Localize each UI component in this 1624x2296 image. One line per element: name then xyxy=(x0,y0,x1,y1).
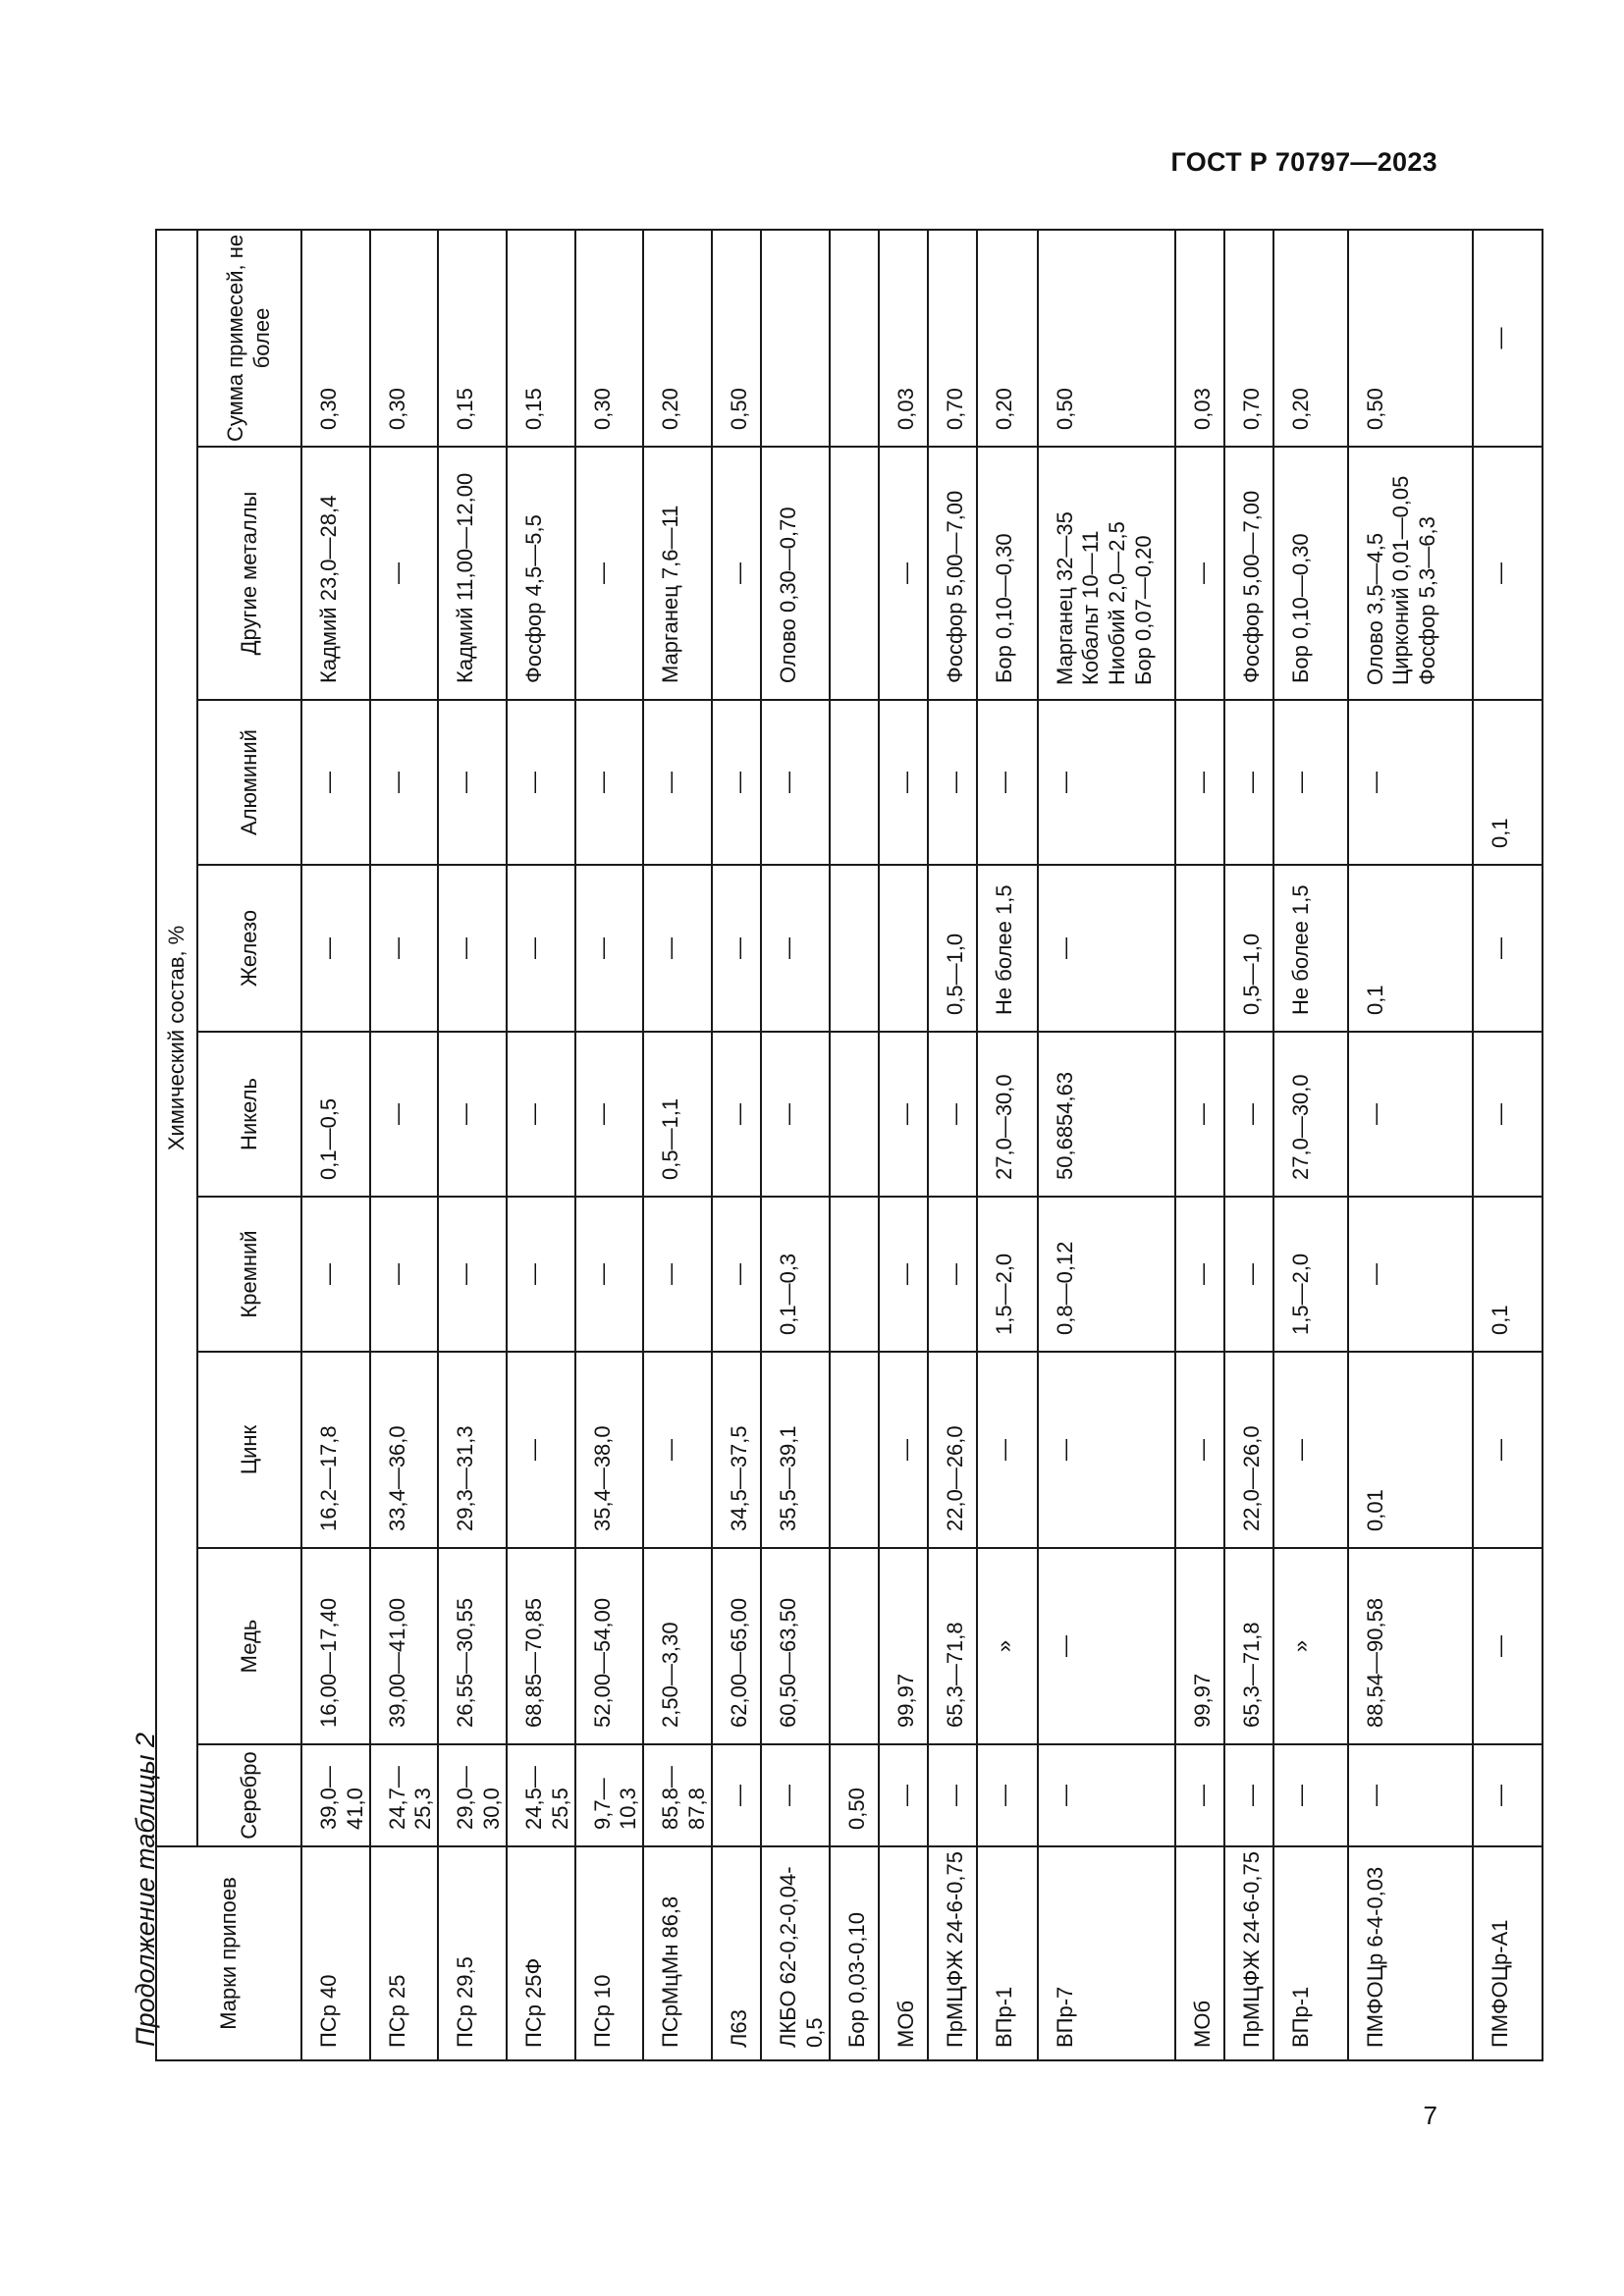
value-cell: 29,3—31,3 xyxy=(438,1352,507,1548)
value-cell: 0,1—0,3 xyxy=(761,1197,830,1352)
value-cell: Марганец 7,6—11 xyxy=(643,447,712,700)
table-caption: Продолжение таблицы 2 xyxy=(131,1732,160,2047)
value-cell: 0,50 xyxy=(830,1744,879,1846)
rotated-table-container xyxy=(155,231,1512,2061)
value-cell: Олово 0,30—0,70 xyxy=(761,447,830,700)
value-cell: — xyxy=(879,1744,928,1846)
value-cell: — xyxy=(1273,1352,1348,1548)
value-cell: — xyxy=(1473,1032,1543,1197)
value-cell: — xyxy=(1175,700,1224,865)
value-cell: 0,20 xyxy=(977,230,1038,447)
value-cell: — xyxy=(1175,1744,1224,1846)
value-cell: 0,30 xyxy=(370,230,439,447)
value-cell: — xyxy=(977,700,1038,865)
value-cell: — xyxy=(1224,700,1273,865)
value-cell: — xyxy=(643,1352,712,1548)
value-cell: 85,8—87,8 xyxy=(643,1744,712,1846)
value-cell: — xyxy=(438,865,507,1032)
table-row xyxy=(712,230,761,2060)
value-cell: — xyxy=(301,700,370,865)
value-cell: Бор 0,10—0,30 xyxy=(1273,447,1348,700)
value-cell xyxy=(830,230,879,447)
value-cell: — xyxy=(1175,1032,1224,1197)
brand-cell: ВПр-7 xyxy=(1038,1846,1175,2060)
value-cell: — xyxy=(879,700,928,865)
table-row xyxy=(761,230,830,2060)
value-cell: 27,0—30,0 xyxy=(1273,1032,1348,1197)
value-cell: — xyxy=(1038,1548,1175,1744)
value-cell: — xyxy=(370,447,439,700)
value-cell: 0,1 xyxy=(1473,1197,1543,1352)
value-cell: 24,7—25,3 xyxy=(370,1744,439,1846)
value-cell: — xyxy=(1038,865,1175,1032)
value-cell: 0,15 xyxy=(438,230,507,447)
value-cell xyxy=(830,1197,879,1352)
value-cell: — xyxy=(507,865,575,1032)
brand-cell: ПСр 29,5 xyxy=(438,1846,507,2060)
value-cell: 99,97 xyxy=(1175,1548,1224,1744)
value-cell: 0,30 xyxy=(301,230,370,447)
value-cell: — xyxy=(1473,865,1543,1032)
value-cell: — xyxy=(1473,1744,1543,1846)
value-cell: — xyxy=(1473,1352,1543,1548)
value-cell: — xyxy=(301,1197,370,1352)
value-cell: 0,50 xyxy=(1038,230,1175,447)
value-cell xyxy=(830,1548,879,1744)
value-cell xyxy=(830,1032,879,1197)
brand-cell: МОб xyxy=(879,1846,928,2060)
value-cell: — xyxy=(1175,447,1224,700)
value-cell: Марганец 32—35 Кобальт 10—11 Ниобий 2,0—2,5 Бор 0,07—0,20 xyxy=(1038,447,1175,700)
value-cell: — xyxy=(643,700,712,865)
value-cell: 16,00—17,40 xyxy=(301,1548,370,1744)
value-cell: — xyxy=(438,1197,507,1352)
value-cell: Фосфор 4,5—5,5 xyxy=(507,447,575,700)
value-cell: 34,5—37,5 xyxy=(712,1352,761,1548)
table-row xyxy=(438,230,507,2060)
brand-cell: Л63 xyxy=(712,1846,761,2060)
brand-cell: ЛКБО 62-0,2-0,04-0,5 xyxy=(761,1846,830,2060)
value-cell: 0,50 xyxy=(712,230,761,447)
value-cell: — xyxy=(761,865,830,1032)
brand-header: Марки припоев xyxy=(156,1846,301,2060)
value-cell: Фосфор 5,00—7,00 xyxy=(1224,447,1273,700)
value-cell: 50,6854,63 xyxy=(1038,1032,1175,1197)
value-cell: — xyxy=(507,1197,575,1352)
value-cell: — xyxy=(370,1197,439,1352)
value-cell: — xyxy=(370,1032,439,1197)
table-row xyxy=(928,230,977,2060)
value-cell: — xyxy=(575,1032,644,1197)
value-cell: — xyxy=(1224,1744,1273,1846)
value-cell: Кадмий 11,00—12,00 xyxy=(438,447,507,700)
value-cell: — xyxy=(879,1032,928,1197)
value-cell: — xyxy=(712,1744,761,1846)
value-cell: 29,0—30,0 xyxy=(438,1744,507,1846)
column-header: Медь xyxy=(197,1548,301,1744)
value-cell: 0,70 xyxy=(928,230,977,447)
value-cell: — xyxy=(1175,1197,1224,1352)
value-cell: 0,15 xyxy=(507,230,575,447)
value-cell: — xyxy=(761,1032,830,1197)
value-cell: — xyxy=(712,865,761,1032)
value-cell: — xyxy=(1038,1352,1175,1548)
value-cell: — xyxy=(507,1032,575,1197)
column-header: Кремний xyxy=(197,1197,301,1352)
value-cell: 0,03 xyxy=(1175,230,1224,447)
value-cell xyxy=(1175,865,1224,1032)
value-cell: — xyxy=(977,1744,1038,1846)
table-row xyxy=(575,230,644,2060)
value-cell: 9,7—10,3 xyxy=(575,1744,644,1846)
value-cell: — xyxy=(1473,447,1543,700)
column-header: Никель xyxy=(197,1032,301,1197)
table-row xyxy=(643,230,712,2060)
value-cell: — xyxy=(1473,230,1543,447)
value-cell: 62,00—65,00 xyxy=(712,1548,761,1744)
value-cell: — xyxy=(1038,700,1175,865)
value-cell: — xyxy=(879,447,928,700)
value-cell xyxy=(761,230,830,447)
value-cell: — xyxy=(712,1197,761,1352)
value-cell: 0,20 xyxy=(643,230,712,447)
value-cell: 35,4—38,0 xyxy=(575,1352,644,1548)
column-header: Алюминий xyxy=(197,700,301,865)
table-row xyxy=(370,230,439,2060)
table-row xyxy=(1224,230,1273,2060)
value-cell: — xyxy=(879,1197,928,1352)
brand-cell: ПСр 10 xyxy=(575,1846,644,2060)
value-cell: — xyxy=(1273,1744,1348,1846)
value-cell: — xyxy=(1224,1197,1273,1352)
value-cell: — xyxy=(928,1197,977,1352)
composition-table xyxy=(155,229,1543,2061)
value-cell: 0,30 xyxy=(575,230,644,447)
value-cell xyxy=(830,865,879,1032)
value-cell: 24,5—25,5 xyxy=(507,1744,575,1846)
value-cell: 0,1 xyxy=(1348,865,1473,1032)
value-cell: Не более 1,5 xyxy=(977,865,1038,1032)
column-header: Сумма примесей, не более xyxy=(197,230,301,447)
value-cell: — xyxy=(575,700,644,865)
value-cell: — xyxy=(761,1744,830,1846)
value-cell: — xyxy=(575,447,644,700)
value-cell: 88,54—90,58 xyxy=(1348,1548,1473,1744)
value-cell: 22,0—26,0 xyxy=(1224,1352,1273,1548)
table-row xyxy=(1273,230,1348,2060)
value-cell: 0,5—1,0 xyxy=(928,865,977,1032)
value-cell: — xyxy=(438,700,507,865)
value-cell: — xyxy=(712,1032,761,1197)
value-cell: Не более 1,5 xyxy=(1273,865,1348,1032)
value-cell: » xyxy=(977,1548,1038,1744)
value-cell: — xyxy=(643,1197,712,1352)
document-id: ГОСТ Р 70797—2023 xyxy=(1170,147,1437,177)
value-cell: 27,0—30,0 xyxy=(977,1032,1038,1197)
value-cell: — xyxy=(977,1352,1038,1548)
value-cell: — xyxy=(928,1032,977,1197)
value-cell: 1,5—2,0 xyxy=(977,1197,1038,1352)
value-cell: Бор 0,10—0,30 xyxy=(977,447,1038,700)
value-cell: 0,5—1,0 xyxy=(1224,865,1273,1032)
value-cell: — xyxy=(1038,1744,1175,1846)
table-row xyxy=(879,230,928,2060)
value-cell: 65,3—71,8 xyxy=(928,1548,977,1744)
value-cell: — xyxy=(928,1744,977,1846)
value-cell: — xyxy=(712,447,761,700)
table-row xyxy=(830,230,879,2060)
value-cell: 0,01 xyxy=(1348,1352,1473,1548)
value-cell: — xyxy=(712,700,761,865)
value-cell: 0,50 xyxy=(1348,230,1473,447)
value-cell: 1,5—2,0 xyxy=(1273,1197,1348,1352)
brand-cell: ВПр-1 xyxy=(1273,1846,1348,2060)
column-header: Серебро xyxy=(197,1744,301,1846)
table-row xyxy=(1473,230,1543,2060)
value-cell: — xyxy=(507,1352,575,1548)
value-cell: Олово 3,5—4,5 Цирконий 0,01—0,05 Фосфор 5,3—6,3 xyxy=(1348,447,1473,700)
value-cell: 0,70 xyxy=(1224,230,1273,447)
value-cell: 68,85—70,85 xyxy=(507,1548,575,1744)
brand-cell: ПСр 25 xyxy=(370,1846,439,2060)
value-cell: 60,50—63,50 xyxy=(761,1548,830,1744)
value-cell: 65,3—71,8 xyxy=(1224,1548,1273,1744)
value-cell: 22,0—26,0 xyxy=(928,1352,977,1548)
table-row xyxy=(1175,230,1224,2060)
value-cell: 0,8—0,12 xyxy=(1038,1197,1175,1352)
value-cell: — xyxy=(575,865,644,1032)
value-cell: — xyxy=(301,865,370,1032)
brand-cell: ВПр-1 xyxy=(977,1846,1038,2060)
value-cell: — xyxy=(1348,1032,1473,1197)
value-cell: 0,20 xyxy=(1273,230,1348,447)
table-row xyxy=(1348,230,1473,2060)
value-cell: — xyxy=(1348,700,1473,865)
brand-cell: ПрМЦФЖ 24-6-0,75 xyxy=(1224,1846,1273,2060)
table-row xyxy=(507,230,575,2060)
value-cell: 2,50—3,30 xyxy=(643,1548,712,1744)
value-cell: 26,55—30,55 xyxy=(438,1548,507,1744)
value-cell: 0,1 xyxy=(1473,700,1543,865)
value-cell: 39,0—41,0 xyxy=(301,1744,370,1846)
value-cell: Кадмий 23,0—28,4 xyxy=(301,447,370,700)
value-cell: — xyxy=(1348,1197,1473,1352)
value-cell: — xyxy=(1273,700,1348,865)
value-cell: 0,03 xyxy=(879,230,928,447)
value-cell xyxy=(830,700,879,865)
value-cell xyxy=(879,865,928,1032)
group-header: Химический состав, % xyxy=(156,230,197,1846)
value-cell: — xyxy=(370,865,439,1032)
table-row xyxy=(1038,230,1175,2060)
value-cell xyxy=(830,447,879,700)
value-cell: — xyxy=(928,700,977,865)
value-cell: 99,97 xyxy=(879,1548,928,1744)
value-cell: 0,1—0,5 xyxy=(301,1032,370,1197)
brand-cell: ПМФОЦр 6-4-0,03 xyxy=(1348,1846,1473,2060)
value-cell: — xyxy=(1348,1744,1473,1846)
brand-cell: ПрМЦФЖ 24-6-0,75 xyxy=(928,1846,977,2060)
column-header: Другие металлы xyxy=(197,447,301,700)
value-cell: 52,00—54,00 xyxy=(575,1548,644,1744)
column-header: Железо xyxy=(197,865,301,1032)
value-cell: 16,2—17,8 xyxy=(301,1352,370,1548)
value-cell: » xyxy=(1273,1548,1348,1744)
value-cell: Фосфор 5,00—7,00 xyxy=(928,447,977,700)
value-cell: — xyxy=(1224,1032,1273,1197)
table-row xyxy=(301,230,370,2060)
value-cell: 0,5—1,1 xyxy=(643,1032,712,1197)
brand-cell: ПСрМцМн 86,8 xyxy=(643,1846,712,2060)
value-cell: — xyxy=(438,1032,507,1197)
table-row xyxy=(977,230,1038,2060)
brand-cell: ПСр 40 xyxy=(301,1846,370,2060)
value-cell: — xyxy=(761,700,830,865)
value-cell: — xyxy=(643,865,712,1032)
value-cell: 33,4—36,0 xyxy=(370,1352,439,1548)
value-cell: 35,5—39,1 xyxy=(761,1352,830,1548)
brand-cell: ПСр 25Ф xyxy=(507,1846,575,2060)
value-cell: — xyxy=(575,1197,644,1352)
value-cell xyxy=(830,1352,879,1548)
column-header: Цинк xyxy=(197,1352,301,1548)
value-cell: — xyxy=(507,700,575,865)
value-cell: — xyxy=(370,700,439,865)
brand-cell: ПМФОЦр-А1 xyxy=(1473,1846,1543,2060)
value-cell: — xyxy=(1175,1352,1224,1548)
value-cell: — xyxy=(879,1352,928,1548)
brand-cell: МОб xyxy=(1175,1846,1224,2060)
value-cell: 39,00—41,00 xyxy=(370,1548,439,1744)
value-cell: — xyxy=(1473,1548,1543,1744)
brand-cell: Бор 0,03-0,10 xyxy=(830,1846,879,2060)
page-number: 7 xyxy=(1423,2101,1437,2130)
